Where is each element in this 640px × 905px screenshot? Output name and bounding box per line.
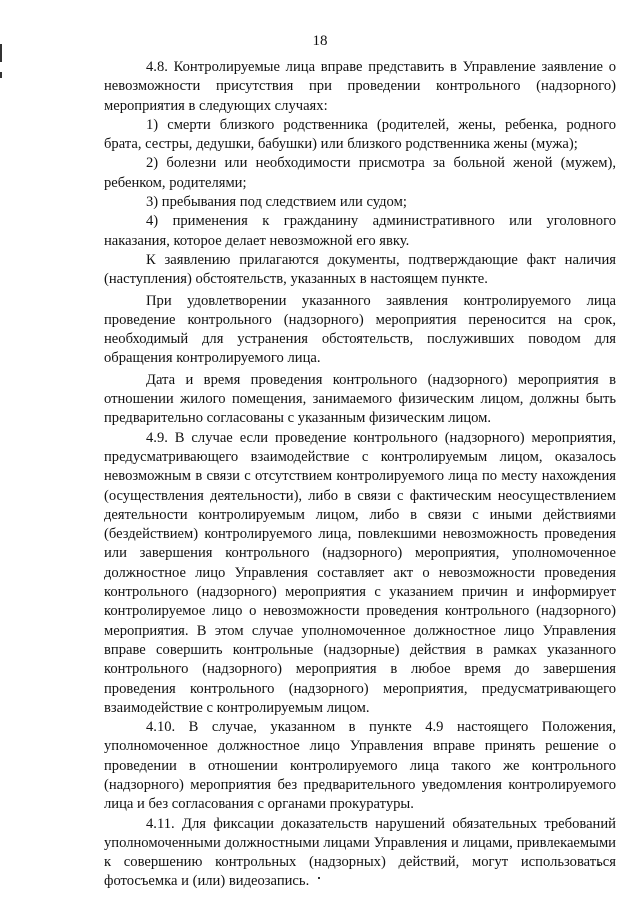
list-item-1: 1) смерти близкого родственника (родителей, жены, ребенка, родного брата, сестры, дедушки, бабушки) или близкого родственника жены (мужа); — [104, 116, 616, 153]
list-item-2: 2) болезни или необходимости присмотра за больной женой (мужем), ребенком, родителями; — [104, 155, 616, 191]
paragraph-4-8: 4.8. Контролируемые лица вправе представить в Управление заявление о невозможности присутствия при проведении контрольного (надзорного) мероприятия в следующих случаях: — [104, 59, 616, 114]
paragraph-4-9: 4.9. В случае если проведение контрольного (надзорного) мероприятия, предусматривающего взаимодействие с контролируемым лицом, оказалось невозможным в связи с отсутствием контролируемого лица по месту нахождения (осуществления деятельности), либо в связи с фактическим неосуществлением деятельности контролируемым лицом, либо в связи с иными действиями (бездействием) контролируемого лица, повлекшими невозможность проведения или завершения контрольного (надзорного) мероприятия, уполномоченное должностное лицо Управления составляет акт о невозможности проведения контрольного (надзорного) мероприятия с указанием причин и информирует контролируемое лицо о невозможности проведения контрольного (надзорного) мероприятия. В этом случае уполномоченное должностное лицо Управления вправе совершить контрольные (надзорные) действия в рамках указанного контрольного (надзорного) мероприятия в любое время до завершения проведения контрольного (надзорного) мероприятия, предусматривающего взаимодействие с контролируемым лицом. — [104, 429, 616, 716]
page-number: 18 — [312, 33, 328, 49]
paragraph-documents: К заявлению прилагаются документы, подтверждающие факт наличия (наступления) обстоятельств, указанных в настоящем пункте. — [104, 251, 616, 288]
paragraph-postponement: При удовлетворении указанного заявления контролируемого лица проведение контрольного (надзорного) мероприятия переносится на срок, необходимый для устранения обстоятельств, послуживших поводом для обращения контролируемого лица. — [104, 292, 616, 367]
scan-edge-mark — [0, 72, 2, 78]
paragraph-4-10: 4.10. В случае, указанном в пункте 4.9 настоящего Положения, уполномоченное должностное лицо Управления вправе принять решение о проведении в отношении контролируемого лица такого же контрольного (надзорного) мероприятия без предварительного уведомления контролируемого лица и без согласования с органами прокуратуры. — [104, 719, 616, 813]
list-item-3: 3) пребывания под следствием или судом; — [146, 194, 407, 211]
list-item-4: 4) применения к гражданину административного или уголовного наказания, которое делает невозможной его явку. — [104, 213, 616, 249]
paragraph-date-time: Дата и время проведения контрольного (надзорного) мероприятия в отношении жилого помещения, занимаемого физическим лицом, должны быть предварительно согласованы с указанным физическим лицом. — [104, 371, 616, 427]
document-body — [104, 58, 616, 892]
paragraph-4-11: 4.11. Для фиксации доказательств нарушений обязательных требований уполномоченными должностными лицами Управления и лицами, привлекаемыми к совершению контрольных (надзорных) действий, могут использоваться фотосъемка и (или) видеозапись. — [104, 815, 616, 890]
